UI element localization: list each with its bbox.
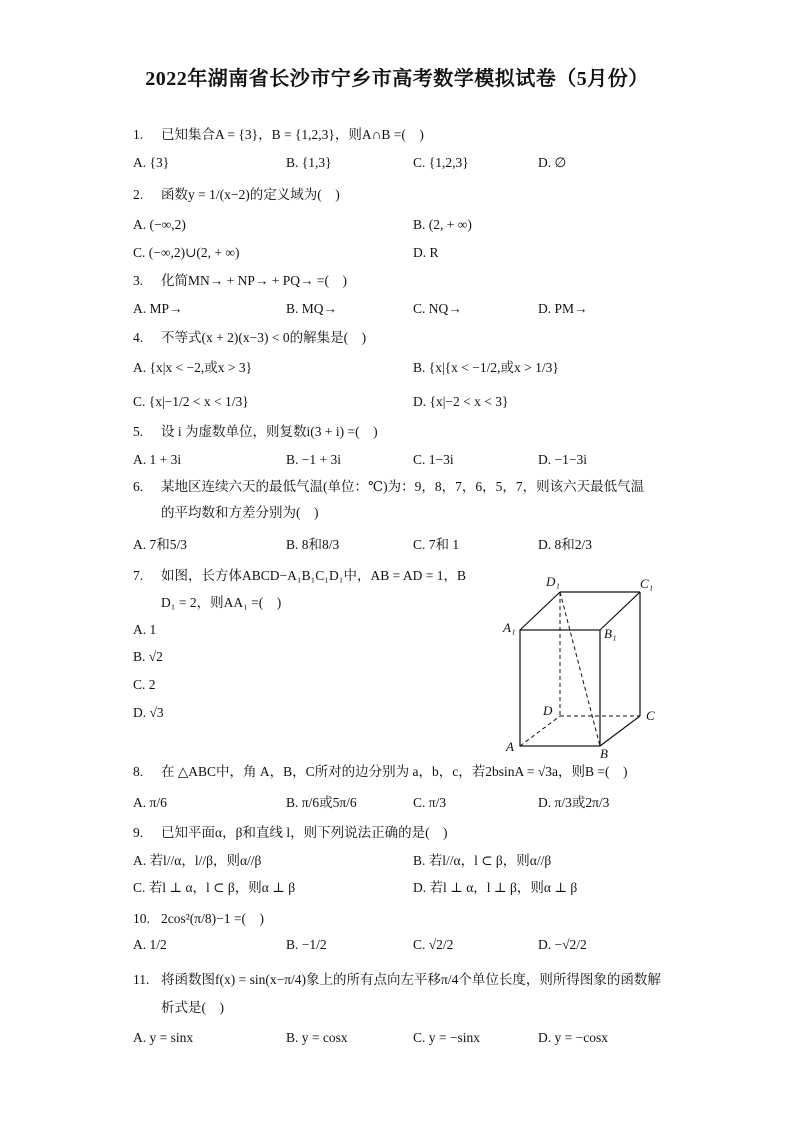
q6-option-d: D. 8和2/3 (538, 537, 592, 552)
q10-option-c: C. √2/2 (413, 937, 454, 952)
q6-option-b: B. 8和8/3 (286, 537, 340, 552)
question-7: 7. 如图，长方体ABCD−A₁B₁C₁D₁中，AB = AD = 1，B (133, 568, 466, 583)
question-3: 3. 化简MN→ + NP→ + PQ→ =( ) (133, 273, 347, 288)
question-11-cont: 析式是( ) (161, 1000, 224, 1015)
q8-option-c: C. π/3 (413, 795, 447, 810)
q4-option-c: C. {x|−1/2 < x < 1/3} (133, 394, 249, 409)
question-6: 6. 某地区连续六天的最低气温(单位：℃)为：9，8，7，6，5，7，则该六天最低气温 (133, 479, 645, 494)
question-10: 10. 2cos²(π/8)−1 =( ) (133, 911, 264, 926)
q1-option-c: C. {1,2,3} (413, 155, 469, 170)
question-1: 1. 已知集合A = {3}，B = {1,2,3}，则A∩B =( ) (133, 127, 424, 142)
label-A: A (506, 739, 514, 754)
q4-option-b: B. {x|{x < −1/2,或x > 1/3} (413, 360, 559, 375)
q1-option-d: D. ∅ (538, 155, 567, 170)
q9-option-a: A. 若l//α，l//β，则α//β (133, 853, 262, 868)
question-11: 11. 将函数图f(x) = sin(x−π/4)象上的所有点向左平移π/4个单位长度，则所得图象的函数解 (133, 972, 661, 987)
label-C: C (646, 708, 655, 723)
q3-option-d: D. PM→ (538, 301, 588, 316)
q7-option-b: B. √2 (133, 649, 163, 664)
q5-option-c: C. 1−3i (413, 452, 454, 467)
q4-option-d: D. {x|−2 < x < 3} (413, 394, 509, 409)
label-D: D (543, 703, 553, 718)
q10-option-a: A. 1/2 (133, 937, 167, 952)
q9-option-c: C. 若l ⊥ α，l ⊂ β，则α ⊥ β (133, 880, 296, 895)
question-6-cont: 的平均数和方差分别为( ) (161, 505, 319, 520)
page-title: 2022年湖南省长沙市宁乡市高考数学模拟试卷（5月份） (145, 68, 649, 90)
q3-option-c: C. NQ→ (413, 301, 462, 316)
label-C1: C₁ (640, 576, 654, 591)
label-B1: B₁ (604, 626, 617, 641)
question-2: 2. 函数y = 1/(x−2)的定义域为( ) (133, 187, 340, 202)
q9-option-b: B. 若l//α，l ⊂ β，则α//β (413, 853, 552, 868)
q4-option-a: A. {x|x < −2,或x > 3} (133, 360, 253, 375)
q1-option-a: A. {3} (133, 155, 170, 170)
q2-option-d: D. R (413, 245, 439, 260)
q6-option-c: C. 7和 1 (413, 537, 460, 552)
q7-option-c: C. 2 (133, 677, 156, 692)
question-5: 5. 设 i 为虚数单位，则复数i(3 + i) =( ) (133, 424, 378, 439)
q9-option-d: D. 若l ⊥ α，l ⊥ β，则α ⊥ β (413, 880, 578, 895)
q11-option-a: A. y = sinx (133, 1030, 194, 1045)
q1-option-b: B. {1,3} (286, 155, 332, 170)
q8-option-a: A. π/6 (133, 795, 167, 810)
q11-option-d: D. y = −cosx (538, 1030, 608, 1045)
label-B: B (600, 746, 608, 760)
question-4: 4. 不等式(x + 2)(x−3) < 0的解集是( ) (133, 330, 367, 345)
q3-option-a: A. MP→ (133, 301, 183, 316)
q5-option-d: D. −1−3i (538, 452, 587, 467)
q11-option-b: B. y = cosx (286, 1030, 348, 1045)
label-A1: A₁ (503, 620, 516, 635)
q8-option-b: B. π/6或5π/6 (286, 795, 357, 810)
question-9: 9. 已知平面α，β和直线 l，则下列说法正确的是( ) (133, 825, 448, 840)
q10-option-d: D. −√2/2 (538, 937, 587, 952)
q5-option-a: A. 1 + 3i (133, 452, 182, 467)
question-7-cont: D₁ = 2，则AA₁ =( ) (161, 595, 282, 610)
q7-option-a: A. 1 (133, 622, 157, 637)
cuboid-figure (500, 570, 670, 760)
q11-option-c: C. y = −sinx (413, 1030, 480, 1045)
q2-option-a: A. (−∞,2) (133, 217, 186, 232)
q6-option-a: A. 7和5/3 (133, 537, 187, 552)
q7-option-d: D. √3 (133, 705, 164, 720)
question-8: 8. 在 △ABC中，角 A，B，C所对的边分别为 a，b，c，若2bsinA = √3a，则B =( ) (133, 764, 628, 779)
q3-option-b: B. MQ→ (286, 301, 338, 316)
q2-option-c: C. (−∞,2)∪(2, + ∞) (133, 245, 240, 260)
label-D1: D₁ (546, 574, 560, 589)
q5-option-b: B. −1 + 3i (286, 452, 341, 467)
q8-option-d: D. π/3或2π/3 (538, 795, 610, 810)
q10-option-b: B. −1/2 (286, 937, 327, 952)
q2-option-b: B. (2, + ∞) (413, 217, 472, 232)
